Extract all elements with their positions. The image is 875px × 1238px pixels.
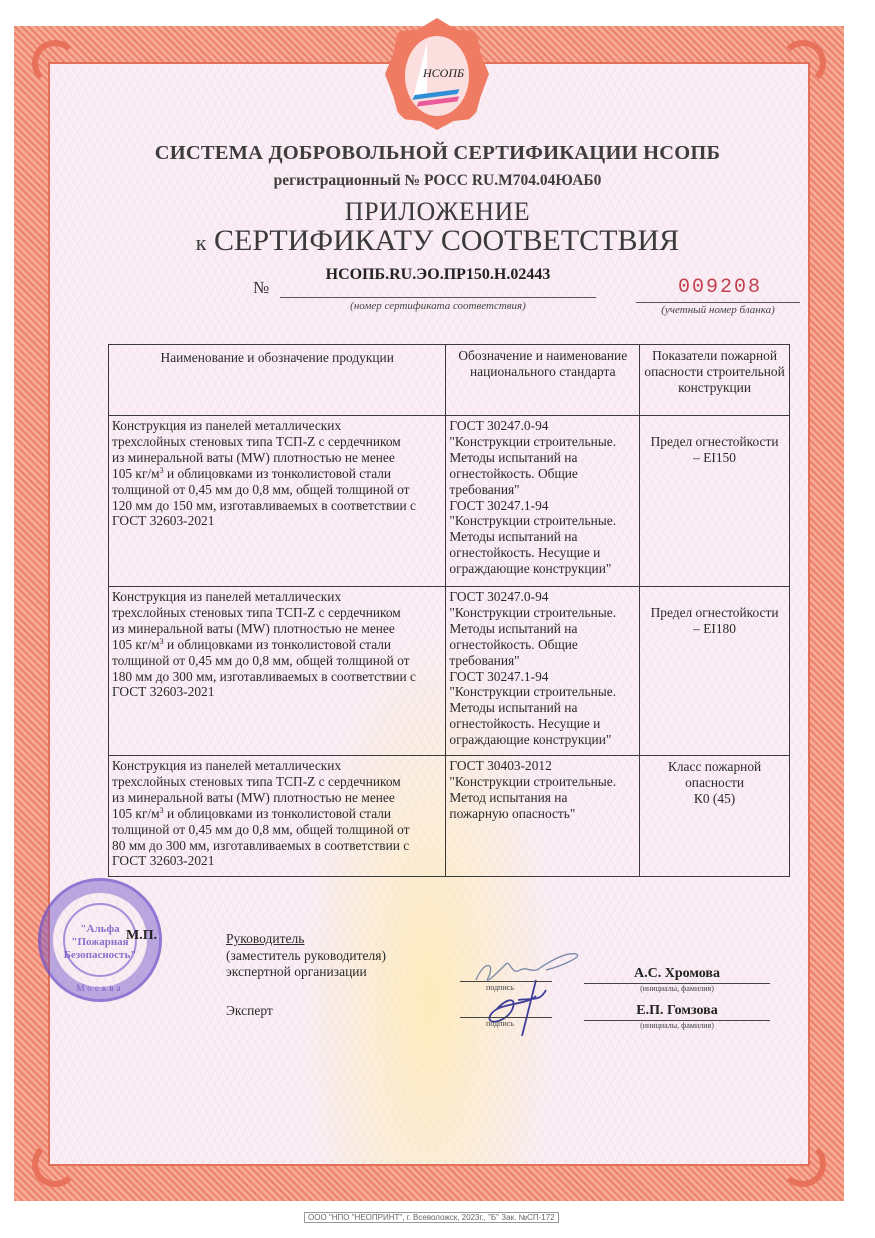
text-line: ГОСТ 30247.0-94 — [449, 589, 549, 604]
indicator-cell — [640, 416, 790, 587]
blank-serial-number: 009208 — [677, 276, 762, 299]
text-line: трехслойных стеновых типа ТСП-Z с сердечником — [112, 433, 401, 449]
text-line: "Конструкции строительные. — [449, 773, 617, 789]
text-line: из минеральной ваты (MW) плотностью не менее — [112, 789, 395, 805]
standard-cell — [446, 587, 640, 756]
text-line: 180 мм до 300 мм, изготавливаемых в соответствии с — [112, 668, 416, 684]
text-line: ограждающие конструкции" — [449, 561, 612, 577]
text-line — [112, 806, 442, 822]
nsopb-logo-icon — [405, 36, 469, 116]
text-line: "Конструкции строительные. — [449, 684, 617, 700]
certificate-title-main: СЕРТИФИКАТУ СООТВЕТСТВИЯ — [214, 224, 680, 257]
product-cell — [109, 416, 446, 587]
head-role-title: Руководитель — [226, 931, 305, 946]
text-line: Класс пожарной — [667, 759, 762, 774]
text-line: 120 мм до 150 мм, изготавливаемых в соответствии с — [112, 497, 416, 513]
head-signature-caption: подпись — [486, 983, 514, 992]
text-fragment: и облицовками из тонколистовой стали — [163, 636, 392, 652]
superscript: 3 — [159, 465, 164, 475]
head-name: А.С. Хромова — [634, 966, 720, 981]
seal-line: "Альфа — [80, 923, 120, 935]
text-fragment: и облицовками из тонколистовой стали — [163, 465, 392, 481]
registration-number: регистрационный № РОСС RU.М704.04ЮАБ0 — [273, 172, 602, 189]
number-sign: № — [253, 278, 270, 297]
text-line: ГОСТ 30247.1-94 — [449, 497, 549, 513]
text-fragment: и облицовками из тонколистовой стали — [163, 805, 392, 821]
org-title: СИСТЕМА ДОБРОВОЛЬНОЙ СЕРТИФИКАЦИИ НСОПБ — [154, 142, 721, 164]
standard-cell — [446, 416, 640, 587]
table-row — [109, 416, 790, 587]
seal-city: Москва — [76, 983, 124, 993]
table-header-row — [109, 345, 790, 416]
text-line: ГОСТ 32603-2021 — [112, 513, 215, 529]
text-line: огнестойкость. Несущие и — [449, 545, 601, 561]
standard-cell — [446, 756, 640, 877]
text-line — [112, 466, 442, 482]
text-line: ГОСТ 32603-2021 — [112, 853, 215, 869]
density-value: 105 кг/м — [112, 805, 160, 821]
expert-signature-caption: подпись — [486, 1019, 514, 1028]
text-line: Предел огнестойкости — [650, 434, 779, 449]
product-cell — [109, 756, 446, 877]
superscript: 3 — [159, 636, 164, 646]
text-line: Методы испытаний на — [449, 700, 578, 716]
seal-line: Безопасность" — [63, 949, 137, 961]
text-line: трехслойных стеновых типа ТСП-Z с сердечником — [112, 604, 401, 620]
header-indicators: Показатели пожарной опасности строительной конструкции — [640, 345, 790, 416]
text-line: Конструкция из панелей металлических — [112, 418, 342, 433]
head-name-caption: (инициалы, фамилия) — [640, 984, 714, 993]
certificate-title-prefix: к — [195, 230, 207, 255]
text-line: пожарную опасность" — [449, 805, 576, 821]
printer-imprint: ООО "НПО "НЕОПРИНТ", г. Всеволожск, 2023г., "Б" Зак. №СП-172 — [304, 1212, 559, 1223]
text-line: трехслойных стеновых типа ТСП-Z с сердечником — [112, 773, 401, 789]
expert-name-caption: (инициалы, фамилия) — [640, 1021, 714, 1030]
superscript: 3 — [159, 805, 164, 815]
text-line: Конструкция из панелей металлических — [112, 589, 342, 604]
text-line: Методы испытаний на — [449, 620, 578, 636]
text-line: "Конструкции строительные. — [449, 433, 617, 449]
density-value: 105 кг/м — [112, 636, 160, 652]
head-role-deputy: (заместитель руководителя) — [226, 947, 386, 963]
text-line: толщиной от 0,45 мм до 0,8 мм, общей толщиной от — [112, 821, 410, 837]
text-line: требования" — [449, 481, 520, 497]
table-row — [109, 756, 790, 877]
product-cell — [109, 587, 446, 756]
fire-class-value: К0 (45) — [693, 790, 736, 806]
text-line: огнестойкость. Общие — [449, 636, 578, 652]
indicator-cell — [640, 756, 790, 877]
table-row — [109, 587, 790, 756]
text-line: опасности — [685, 774, 745, 790]
text-line: требования" — [449, 652, 520, 668]
text-line: ГОСТ 32603-2021 — [112, 684, 215, 700]
text-line: Конструкция из панелей металлических — [112, 758, 342, 773]
text-line: 80 мм до 300 мм, изготавливаемых в соответствии с — [112, 837, 410, 853]
blank-number-underline — [636, 302, 800, 303]
appendix-title: ПРИЛОЖЕНИЕ — [344, 197, 531, 226]
text-line: ГОСТ 30247.1-94 — [449, 668, 549, 684]
certificate-title — [0, 224, 875, 258]
head-role-org: экспертной организации — [226, 964, 367, 979]
head-signature-line — [460, 981, 552, 982]
fire-resistance-value: – EI150 — [693, 449, 736, 465]
text-line: Методы испытаний на — [449, 449, 578, 465]
text-line: Методы испытаний на — [449, 529, 578, 545]
expert-role: Эксперт — [226, 1003, 273, 1018]
certificate-number: НСОПБ.RU.ЭО.ПР150.Н.02443 — [325, 266, 551, 283]
indicator-cell — [640, 587, 790, 756]
text-line: ГОСТ 30247.0-94 — [449, 418, 549, 433]
seal-place-label: М.П. — [126, 928, 158, 943]
text-line: ограждающие конструкции" — [449, 732, 612, 748]
text-line: огнестойкость. Несущие и — [449, 716, 601, 732]
seal-line: "Пожарная — [71, 936, 129, 948]
header-standard: Обозначение и наименование национального стандарта — [446, 345, 640, 416]
fire-resistance-value: – EI180 — [693, 620, 736, 636]
text-line — [112, 637, 442, 653]
text-line: Предел огнестойкости — [650, 605, 779, 620]
text-line: Метод испытания на — [449, 789, 568, 805]
certificate-number-underline — [280, 297, 596, 298]
text-line: из минеральной ваты (MW) плотностью не менее — [112, 449, 395, 465]
text-line: из минеральной ваты (MW) плотностью не менее — [112, 620, 395, 636]
density-value: 105 кг/м — [112, 465, 160, 481]
certificate-number-caption: (номер сертификата соответствия) — [350, 300, 526, 312]
products-table — [108, 344, 790, 877]
expert-signature-line — [460, 1017, 552, 1018]
blank-number-caption: (учетный номер бланка) — [661, 304, 775, 316]
header-product: Наименование и обозначение продукции — [109, 345, 446, 416]
logo-text: НСОПБ — [423, 66, 465, 80]
text-line: ГОСТ 30403-2012 — [449, 758, 552, 773]
head-role — [226, 931, 386, 981]
expert-name: Е.П. Гомзова — [636, 1003, 718, 1018]
text-line: "Конструкции строительные. — [449, 513, 617, 529]
text-line: "Конструкции строительные. — [449, 604, 617, 620]
text-line: толщиной от 0,45 мм до 0,8 мм, общей толщиной от — [112, 652, 410, 668]
text-line: толщиной от 0,45 мм до 0,8 мм, общей толщиной от — [112, 481, 410, 497]
text-line: огнестойкость. Общие — [449, 465, 578, 481]
